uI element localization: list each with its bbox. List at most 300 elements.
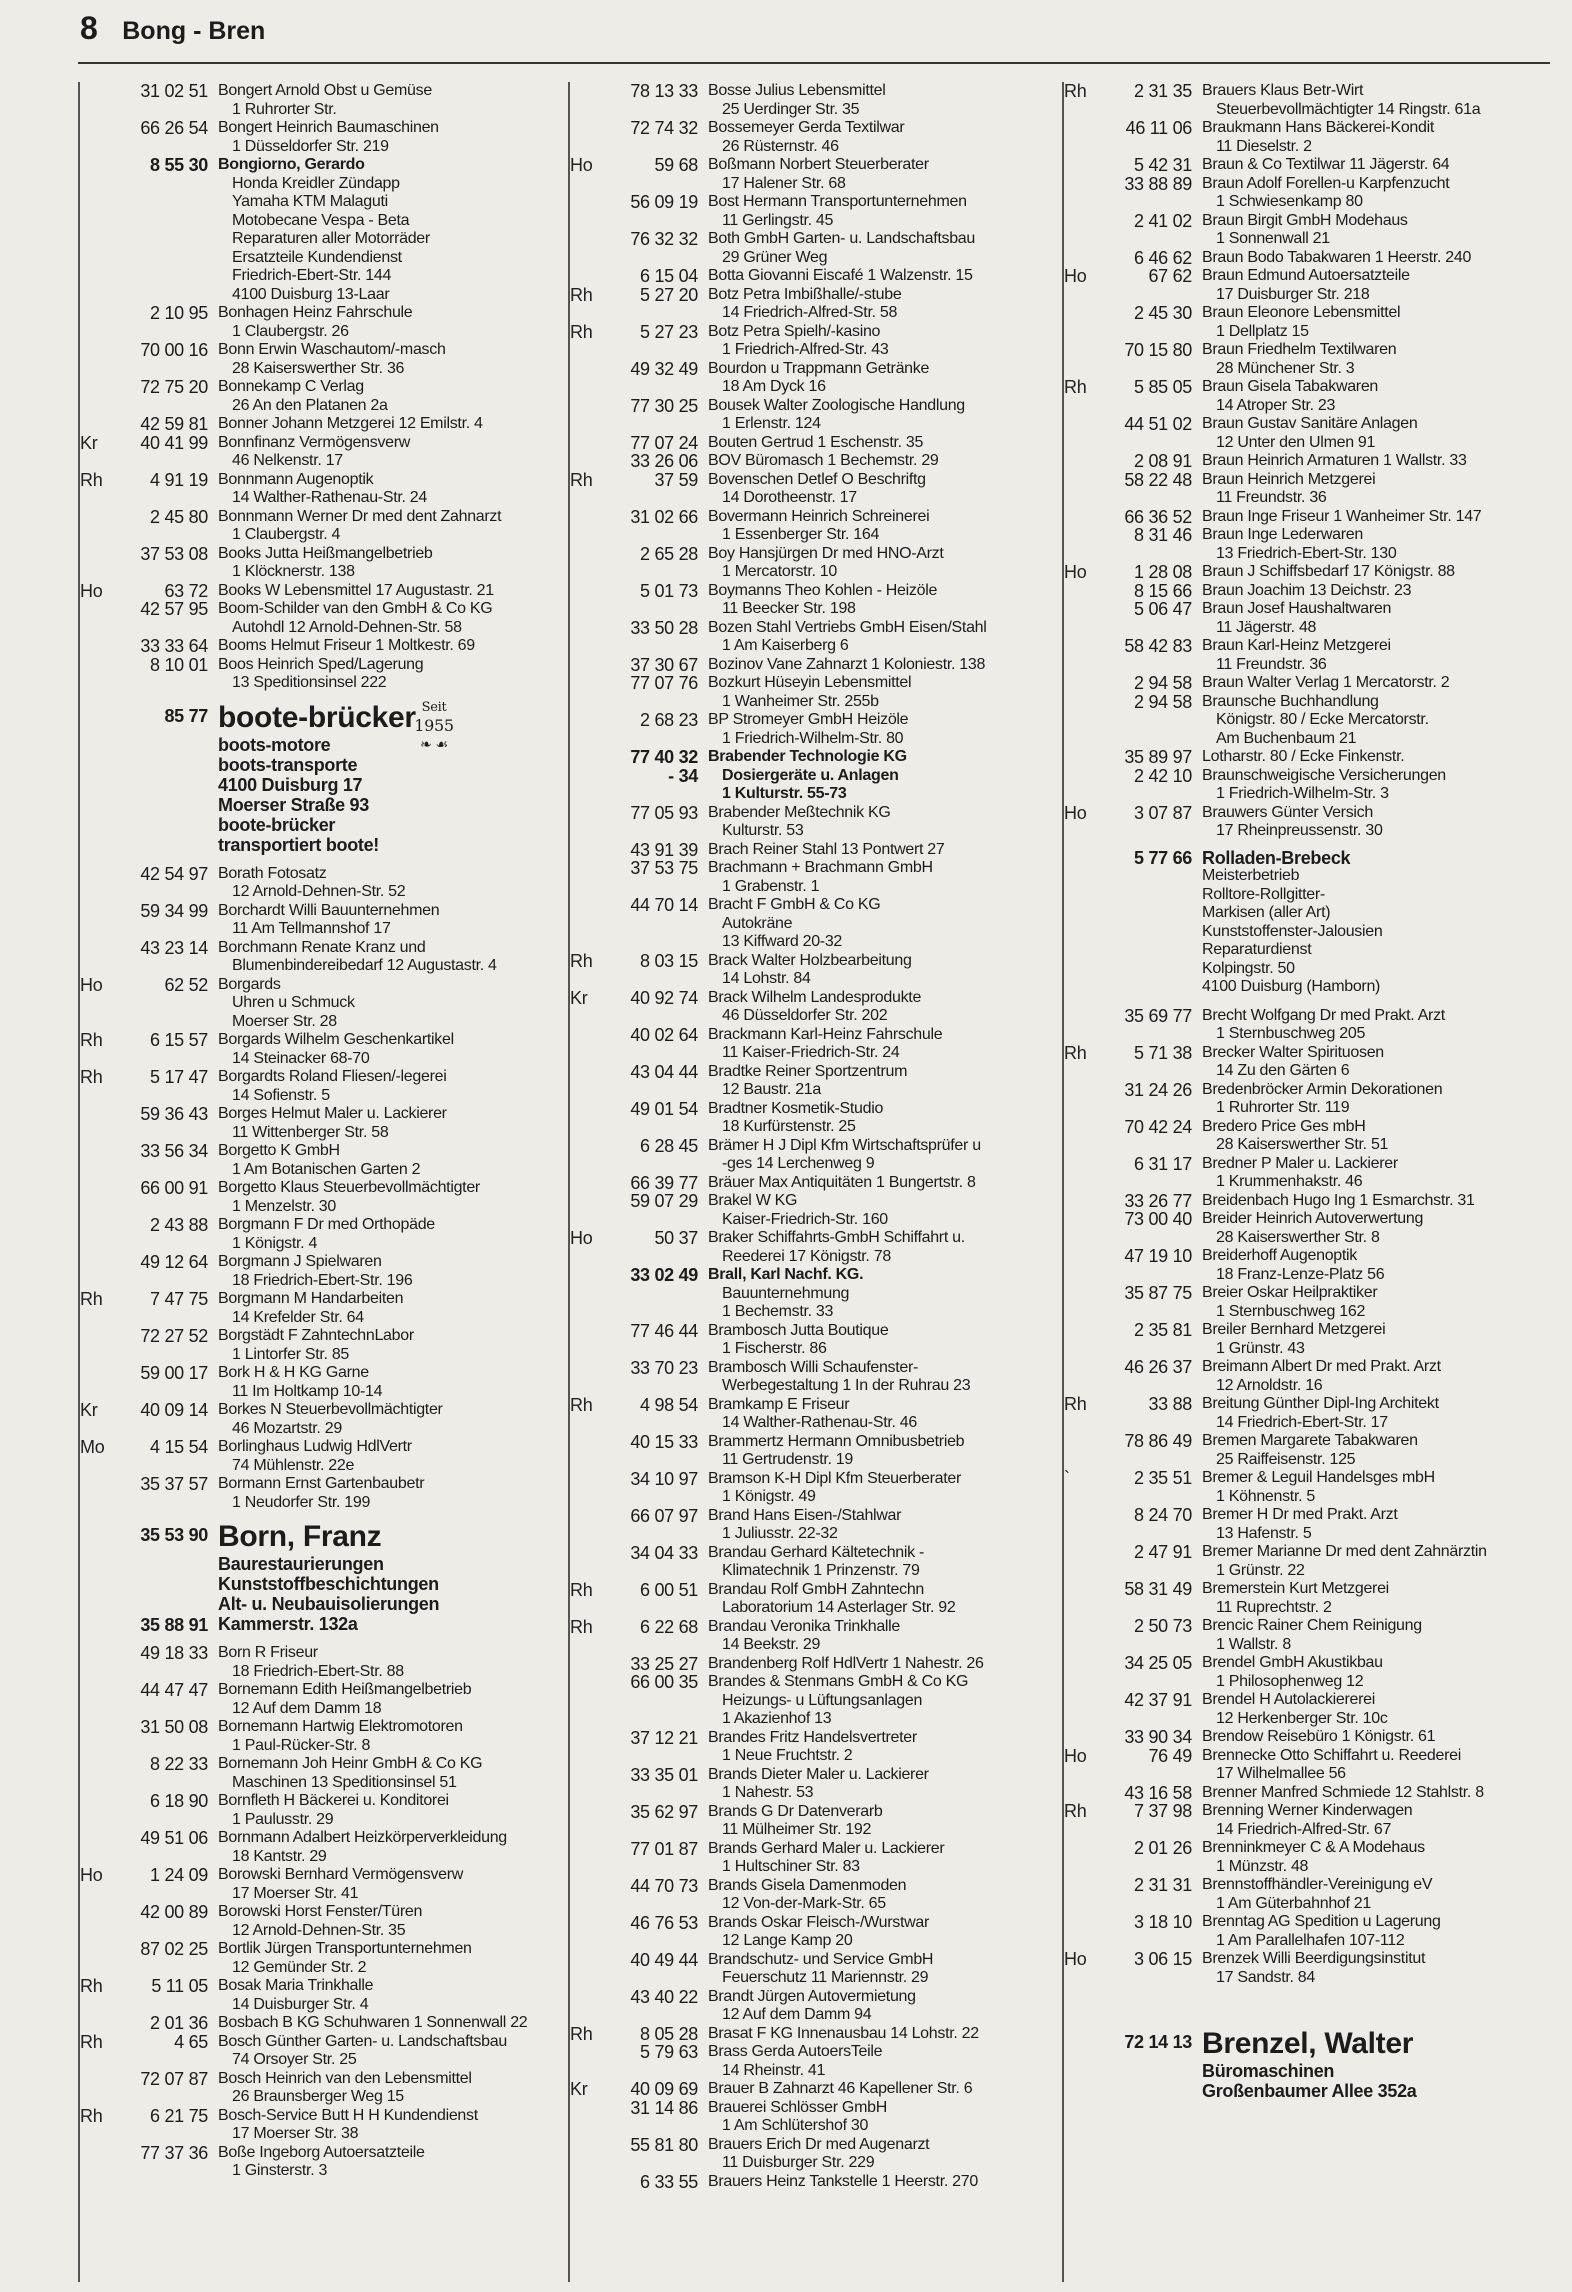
directory-entry — [80, 119, 560, 156]
entry-text — [218, 582, 560, 601]
entry-detail: 1 Am Schlütershof 30 — [722, 2117, 869, 2134]
directory-entry — [1064, 1839, 1544, 1876]
ad-line: Markisen (aller Art) — [1202, 904, 1331, 921]
directory-entry — [1064, 508, 1544, 527]
entry-detail: Kaiser-Friedrich-Str. 160 — [722, 1210, 888, 1228]
seal-since: Seit — [421, 699, 447, 715]
district-code: Rh — [80, 1030, 103, 1050]
entry-name: Bornfleth H Bäckerei u. Konditorei — [218, 1792, 449, 1809]
ad-line: transportiert boote! — [218, 834, 380, 855]
entry-text — [708, 452, 1050, 471]
entry-detail: 1 Dellplatz 15 — [1216, 322, 1309, 340]
district-code: Ho — [1064, 1745, 1087, 1766]
entry-detail: 1 Philosophenweg 12 — [1216, 1672, 1364, 1690]
directory-entry — [80, 1940, 560, 1977]
district-code — [1064, 637, 1102, 674]
district-code — [570, 582, 608, 619]
entry-text — [218, 1105, 560, 1142]
entry-name: Brenning Werner Kinderwagen — [1202, 1802, 1413, 1819]
district-code: Rh — [570, 469, 593, 490]
entry-detail: 1 Essenberger Str. 164 — [722, 526, 880, 543]
district-code — [570, 841, 608, 860]
born-franz-ad — [80, 1520, 560, 1634]
entry-name: Bouten Gertrud 1 Eschenstr. 35 — [708, 433, 924, 451]
entry-name: Boßmann Norbert Steuerberater — [708, 156, 929, 173]
directory-entry — [570, 1729, 1050, 1766]
district-code — [570, 711, 608, 748]
phone-number: 33 02 49 — [630, 1265, 698, 1285]
district-code: Rh — [80, 469, 103, 490]
district-code — [80, 304, 118, 341]
directory-entry — [80, 1792, 560, 1829]
entry-text — [1202, 1432, 1544, 1469]
district-code — [570, 1803, 608, 1840]
entry-name: Books W Lebensmittel 17 Augustastr. 21 — [218, 581, 494, 599]
directory-entry — [570, 2025, 1050, 2044]
phone-number: 77 07 76 — [630, 673, 698, 693]
phone-number: 43 16 58 — [1124, 1782, 1192, 1803]
entry-name: Braun Adolf Forellen-u Karpfenzucht — [1202, 174, 1450, 192]
entry-text — [218, 865, 560, 902]
entry-name: Braun Heinrich Armaturen 1 Wallstr. 33 — [1202, 452, 1467, 469]
phone-number: 77 05 93 — [630, 802, 698, 823]
phone-number: 42 00 89 — [140, 1902, 208, 1922]
directory-entry — [1064, 600, 1544, 637]
entry-text — [1202, 600, 1544, 637]
entry-name: Brennecke Otto Schiffahrt u. Reederei — [1202, 1746, 1461, 1764]
entry-detail: Friedrich-Ebert-Str. 144 — [232, 267, 392, 284]
entry-name: Brandau Rolf GmbH Zahntechn — [708, 1580, 925, 1598]
district-code — [1064, 1007, 1102, 1044]
entry-detail: Moerser Str. 28 — [232, 1012, 337, 1030]
entry-text — [708, 1433, 1050, 1470]
district-code — [570, 619, 608, 656]
entry-name: Braun Gustav Sanitäre Anlagen — [1202, 415, 1418, 432]
district-code: Rh — [1064, 377, 1087, 397]
district-code — [1064, 1543, 1102, 1580]
ad-title: Rolladen-Brebeck — [1202, 848, 1351, 868]
entry-text — [708, 2173, 1050, 2192]
district-code — [570, 1951, 608, 1988]
phone-number: 3 18 10 — [1134, 1912, 1192, 1932]
entry-name: Braunsche Buchhandlung — [1202, 692, 1379, 710]
entry-name: Bremer & Leguil Handelsges mbH — [1202, 1469, 1435, 1486]
district-code: Ho — [80, 1865, 103, 1885]
phone-number: 8 55 30 — [150, 155, 208, 175]
entry-detail: 11 Mülheimer Str. 192 — [722, 1821, 872, 1838]
directory-entry — [1064, 341, 1544, 378]
ad-line: Reparaturdienst — [1202, 941, 1312, 958]
entry-name: Bräuer Max Antiquitäten 1 Bungertstr. 8 — [708, 1173, 976, 1191]
entry-detail: 14 Dorotheenstr. 17 — [722, 489, 857, 506]
entry-text — [1202, 1506, 1544, 1543]
phone-number: 43 40 22 — [630, 1986, 698, 2007]
directory-entry — [1064, 637, 1544, 674]
entry-name: Breiderhoff Augenoptik — [1202, 1247, 1358, 1264]
district-code: Rh — [1064, 1394, 1087, 1414]
entry-name: Bracht F GmbH & Co KG — [708, 896, 881, 913]
entry-text — [218, 1755, 560, 1792]
entry-text — [218, 1364, 560, 1401]
entry-text — [708, 1359, 1050, 1396]
entry-name: Braun & Co Textilwar 11 Jägerstr. 64 — [1202, 156, 1450, 173]
directory-entry — [570, 748, 1050, 804]
directory-entry — [80, 865, 560, 902]
entry-name: Brammertz Hermann Omnibusbetrieb — [708, 1432, 965, 1450]
directory-entry — [570, 952, 1050, 989]
phone-number: 6 22 68 — [640, 1616, 698, 1637]
entry-name: Brandes Fritz Handelsvertreter — [708, 1728, 917, 1746]
directory-entry — [1064, 804, 1544, 841]
ad-line: Kammerstr. 132a — [218, 1614, 358, 1634]
entry-text — [708, 1766, 1050, 1803]
entry-name: Books Jutta Heißmangelbetrieb — [218, 544, 433, 562]
directory-entry — [570, 674, 1050, 711]
entry-text — [1202, 1802, 1544, 1839]
entry-name: Borgetto K GmbH — [218, 1142, 340, 1159]
entry-text — [218, 545, 560, 582]
district-code: Rh — [80, 2105, 103, 2126]
district-code — [570, 1655, 608, 1674]
entry-detail: 28 Kaiserswerther Str. 8 — [1216, 1228, 1380, 1246]
entry-text — [708, 1877, 1050, 1914]
entry-detail: 17 Wilhelmallee 56 — [1216, 1765, 1346, 1782]
directory-entry — [570, 1192, 1050, 1229]
entry-name: Breitung Günther Dipl-Ing Architekt — [1202, 1395, 1439, 1412]
entry-detail: 1 Krummenhakstr. 46 — [1216, 1173, 1363, 1190]
phone-number: 37 12 21 — [630, 1727, 698, 1748]
ad-line: 4100 Duisburg (Hamborn) — [1202, 978, 1381, 995]
directory-entry — [1064, 1543, 1544, 1580]
district-code — [570, 1192, 608, 1229]
phone-number: 2 42 10 — [1134, 765, 1192, 786]
district-code — [570, 2043, 608, 2080]
entry-name: Bost Hermann Transportunternehmen — [708, 193, 967, 210]
directory-entry — [570, 545, 1050, 582]
ad-text — [218, 1520, 560, 1634]
directory-entry — [570, 841, 1050, 860]
entry-detail: 1 Friedrich-Wilhelm-Str. 80 — [722, 729, 904, 747]
entry-detail: Reparaturen aller Motorräder — [232, 230, 430, 247]
entry-name: Bradtner Kosmetik-Studio — [708, 1099, 884, 1117]
entry-text — [708, 1470, 1050, 1507]
phone-number: 7 37 98 — [1134, 1801, 1192, 1821]
entry-detail: 18 Franz-Lenze-Platz 56 — [1216, 1265, 1385, 1283]
directory-entry — [570, 804, 1050, 841]
phone-number: 8 24 70 — [1134, 1505, 1192, 1525]
entry-detail: 12 Von-der-Mark-Str. 65 — [722, 1895, 886, 1912]
phone-number: 2 45 80 — [150, 506, 208, 527]
entry-text — [708, 1673, 1050, 1729]
entry-detail: 14 Rheinstr. 41 — [722, 2061, 826, 2079]
district-code — [570, 2099, 608, 2136]
directory-entry — [570, 1396, 1050, 1433]
phone-number: 2 31 35 — [1134, 81, 1192, 101]
entry-detail: 17 Halener Str. 68 — [722, 174, 846, 192]
directory-entry — [570, 1322, 1050, 1359]
phone-number: 5 06 47 — [1134, 599, 1192, 619]
entry-name: Brandschutz- und Service GmbH — [708, 1950, 934, 1968]
page-header — [80, 10, 265, 47]
entry-text — [1202, 1839, 1544, 1876]
directory-entry — [1064, 1118, 1544, 1155]
phone-number: 77 46 44 — [630, 1320, 698, 1341]
district-code — [570, 82, 608, 119]
entry-text — [1202, 767, 1544, 804]
entry-name: Borchardt Willi Bauunternehmen — [218, 901, 440, 919]
district-code — [570, 1359, 608, 1396]
directory-entry — [1064, 1081, 1544, 1118]
entry-text — [708, 1803, 1050, 1840]
phone-number: 44 51 02 — [1124, 414, 1192, 434]
phone-number: 59 68 — [654, 155, 698, 175]
entry-detail: Werbegestaltung 1 In der Ruhrau 23 — [722, 1377, 971, 1394]
entry-name: Bovenschen Detlef O Beschriftg — [708, 470, 926, 488]
entry-text — [1202, 1044, 1544, 1081]
phone-number: 33 25 27 — [630, 1653, 698, 1674]
district-code — [1064, 1155, 1102, 1192]
phone-number: 33 26 06 — [630, 451, 698, 471]
phone-number: 77 37 36 — [140, 2142, 208, 2163]
entry-name: Borges Helmut Maler u. Lackierer — [218, 1105, 447, 1122]
entry-detail: Heizungs- u Lüftungsanlagen — [722, 1691, 923, 1709]
district-code: Rh — [570, 284, 593, 305]
entry-text — [708, 989, 1050, 1026]
district-code — [80, 1681, 118, 1718]
directory-entry — [80, 1253, 560, 1290]
phone-number: 31 14 86 — [630, 2097, 698, 2118]
entry-name: Brecht Wolfgang Dr med Prakt. Arzt — [1202, 1006, 1445, 1024]
phone-number: 34 04 33 — [630, 1542, 698, 1563]
directory-entry — [80, 415, 560, 434]
entry-detail: 46 Nelkenstr. 17 — [232, 452, 343, 469]
phone-number: 33 88 89 — [1124, 173, 1192, 194]
district-code — [1064, 1210, 1102, 1247]
entry-text — [218, 1829, 560, 1866]
directory-entry — [570, 1673, 1050, 1729]
directory-entry — [1064, 1506, 1544, 1543]
district-code — [80, 378, 118, 415]
directory-entry — [570, 323, 1050, 360]
entry-text — [1202, 637, 1544, 674]
entry-text — [1202, 1617, 1544, 1654]
district-code — [80, 656, 118, 693]
directory-entry — [1064, 304, 1544, 341]
entry-detail: 14 Friedrich-Alfred-Str. 67 — [1216, 1820, 1392, 1838]
phone-number: 2 65 28 — [640, 543, 698, 564]
entry-detail: 14 Sofienstr. 5 — [232, 1086, 330, 1104]
entry-name: Borath Fotosatz — [218, 864, 327, 882]
district-code — [570, 748, 608, 804]
directory-entry — [570, 267, 1050, 286]
entry-detail: 74 Orsoyer Str. 25 — [232, 2051, 357, 2068]
directory-entry — [1064, 1210, 1544, 1247]
entry-detail: 1 Juliusstr. 22-32 — [722, 1525, 838, 1542]
ad-row — [80, 701, 560, 855]
entry-name: Bremer H Dr med Prakt. Arzt — [1202, 1506, 1398, 1523]
directory-entry — [80, 1068, 560, 1105]
entry-detail: Steuerbevollmächtigter 14 Ringstr. 61a — [1216, 100, 1481, 118]
entry-name: Bork H & H KG Garne — [218, 1364, 369, 1381]
entry-name: Borlinghaus Ludwig HdlVertr — [218, 1438, 412, 1455]
phone-number: 66 36 52 — [1124, 506, 1192, 527]
district-code — [570, 119, 608, 156]
district-code — [1064, 693, 1102, 749]
district-code: Kr — [570, 987, 588, 1008]
entry-text — [1202, 267, 1544, 304]
entry-detail: Dosiergeräte u. Anlagen — [722, 766, 899, 784]
entry-text — [218, 119, 560, 156]
district-code — [570, 545, 608, 582]
district-code — [1064, 1284, 1102, 1321]
entry-detail: 1 Neue Fruchtstr. 2 — [722, 1747, 853, 1764]
entry-name: Bornemann Hartwig Elektromotoren — [218, 1718, 463, 1735]
entry-text — [218, 976, 560, 1032]
phone-number: 6 21 75 — [150, 2105, 208, 2126]
district-code — [80, 701, 118, 855]
phone-number: 40 41 99 — [140, 432, 208, 453]
phone-number: 58 31 49 — [1124, 1579, 1192, 1599]
district-code: Ho — [570, 1228, 593, 1248]
entry-detail: 26 An den Platanen 2a — [232, 396, 388, 414]
directory-entry — [1064, 1247, 1544, 1284]
district-code — [570, 1988, 608, 2025]
district-code: Rh — [1064, 1042, 1087, 1063]
phone-number: 42 54 97 — [140, 863, 208, 884]
entry-detail: 1 Kulturstr. 55-73 — [722, 785, 847, 802]
entry-text — [1202, 1654, 1544, 1691]
district-code — [1064, 1728, 1102, 1747]
entry-text — [1202, 1469, 1544, 1506]
directory-entry — [80, 434, 560, 471]
district-code — [1064, 748, 1102, 767]
phone-number: 37 53 08 — [140, 543, 208, 564]
directory-entry — [80, 1829, 560, 1866]
entry-name: Bosch Günther Garten- u. Landschaftsbau — [218, 2032, 507, 2050]
phone-number: 70 15 80 — [1124, 340, 1192, 360]
entry-text — [708, 1507, 1050, 1544]
entry-detail: 1 Mercatorstr. 10 — [722, 563, 837, 580]
directory-entry — [570, 1470, 1050, 1507]
entry-detail: 1 Nahestr. 53 — [722, 1784, 814, 1801]
entry-name: Bonnmann Werner Dr med dent Zahnarzt — [218, 507, 502, 525]
entry-text — [218, 1644, 560, 1681]
entry-text — [708, 804, 1050, 841]
entry-detail: 1 Ruhrorter Str. 119 — [1216, 1099, 1350, 1116]
district-code — [1064, 1247, 1102, 1284]
ad-text — [1202, 2027, 1544, 2101]
entry-name: Braun Walter Verlag 1 Mercatorstr. 2 — [1202, 674, 1450, 691]
entry-name: Bovermann Heinrich Schreinerei — [708, 507, 930, 525]
district-code — [80, 2144, 118, 2181]
directory-entry — [80, 82, 560, 119]
entry-detail: 14 Friedrich-Alfred-Str. 58 — [722, 304, 898, 321]
entry-text — [1202, 471, 1544, 508]
directory-entry — [570, 1581, 1050, 1618]
district-code — [570, 1322, 608, 1359]
district-code: Rh — [80, 2031, 103, 2052]
phone-number: 33 26 77 — [1124, 1190, 1192, 1211]
entry-name: Booms Helmut Friseur 1 Moltkestr. 69 — [218, 637, 475, 654]
entry-text — [1202, 1007, 1544, 1044]
entry-name: Bornemann Joh Heinr GmbH & Co KG — [218, 1755, 483, 1772]
entry-name: Breier Oskar Heilpraktiker — [1202, 1284, 1378, 1301]
entry-name: Both GmbH Garten- u. Landschaftsbau — [708, 230, 975, 247]
phone-number: 43 04 44 — [630, 1061, 698, 1082]
entry-detail: 11 Freundstr. 36 — [1216, 489, 1327, 506]
district-code — [1064, 849, 1102, 997]
directory-entry — [80, 1031, 560, 1068]
entry-text — [708, 1729, 1050, 1766]
phone-number: 6 18 90 — [150, 1791, 208, 1811]
entry-text — [708, 582, 1050, 619]
phone-number: 35 69 77 — [1124, 1005, 1192, 1026]
entry-name: Brands Gisela Damenmoden — [708, 1876, 907, 1894]
entry-name: Breimann Albert Dr med Prakt. Arzt — [1202, 1358, 1441, 1375]
directory-entry — [1064, 1284, 1544, 1321]
entry-text — [218, 2144, 560, 2181]
directory-entry — [1064, 1802, 1544, 1839]
entry-text — [708, 2043, 1050, 2080]
entry-text — [218, 1179, 560, 1216]
phone-number: 1 28 08 — [1134, 562, 1192, 582]
entry-name: Braun Friedhelm Textilwaren — [1202, 341, 1397, 358]
phone-number: 2 45 30 — [1134, 303, 1192, 323]
entry-detail: 12 Gemünder Str. 2 — [232, 1958, 367, 1976]
phone-number: 70 00 16 — [140, 340, 208, 360]
directory-entry — [80, 1903, 560, 1940]
directory-entry — [570, 1433, 1050, 1470]
entry-name: Bredenbröcker Armin Dekorationen — [1202, 1080, 1443, 1098]
district-code — [80, 1364, 118, 1401]
entry-detail: 1 Menzelstr. 30 — [232, 1197, 337, 1215]
district-code — [570, 360, 608, 397]
entry-name: Brauers Heinz Tankstelle 1 Heerstr. 270 — [708, 2172, 978, 2190]
entry-text — [1202, 212, 1544, 249]
entry-detail: 11 Kaiser-Friedrich-Str. 24 — [722, 1044, 900, 1061]
directory-entry — [570, 989, 1050, 1026]
phone-number: 2 68 23 — [640, 710, 698, 730]
directory-entry — [570, 1507, 1050, 1544]
phone-number: 6 15 57 — [150, 1030, 208, 1050]
entry-name: Boße Ingeborg Autoersatzteile — [218, 2143, 425, 2161]
entry-text — [1202, 508, 1544, 527]
entry-text — [1202, 1210, 1544, 1247]
phone-number: 7 47 75 — [150, 1289, 208, 1309]
district-code — [1064, 175, 1102, 212]
entry-detail: 11 Ruprechtstr. 2 — [1216, 1598, 1332, 1616]
directory-entry — [80, 600, 560, 637]
district-code — [1064, 415, 1102, 452]
entry-detail: 1 Wallstr. 8 — [1216, 1635, 1291, 1653]
entry-name: Brandenberg Rolf HdlVertr 1 Nahestr. 26 — [708, 1654, 984, 1672]
phone-number: 5 27 23 — [640, 321, 698, 342]
district-code — [80, 902, 118, 939]
entry-text — [218, 304, 560, 341]
directory-entry — [80, 1401, 560, 1438]
phone-number: 40 09 69 — [630, 2079, 698, 2099]
entry-detail: 46 Mozartstr. 29 — [232, 1419, 342, 1437]
entry-text — [708, 82, 1050, 119]
directory-entry — [1064, 1580, 1544, 1617]
directory-entry — [80, 2107, 560, 2144]
entry-text — [708, 1192, 1050, 1229]
entry-text — [708, 1063, 1050, 1100]
entry-detail: Klimatechnik 1 Prinzenstr. 79 — [722, 1562, 920, 1579]
entry-name: Botta Giovanni Eiscafé 1 Walzenstr. 15 — [708, 267, 973, 284]
directory-entry — [570, 1803, 1050, 1840]
phone-number: 6 00 51 — [640, 1579, 698, 1600]
